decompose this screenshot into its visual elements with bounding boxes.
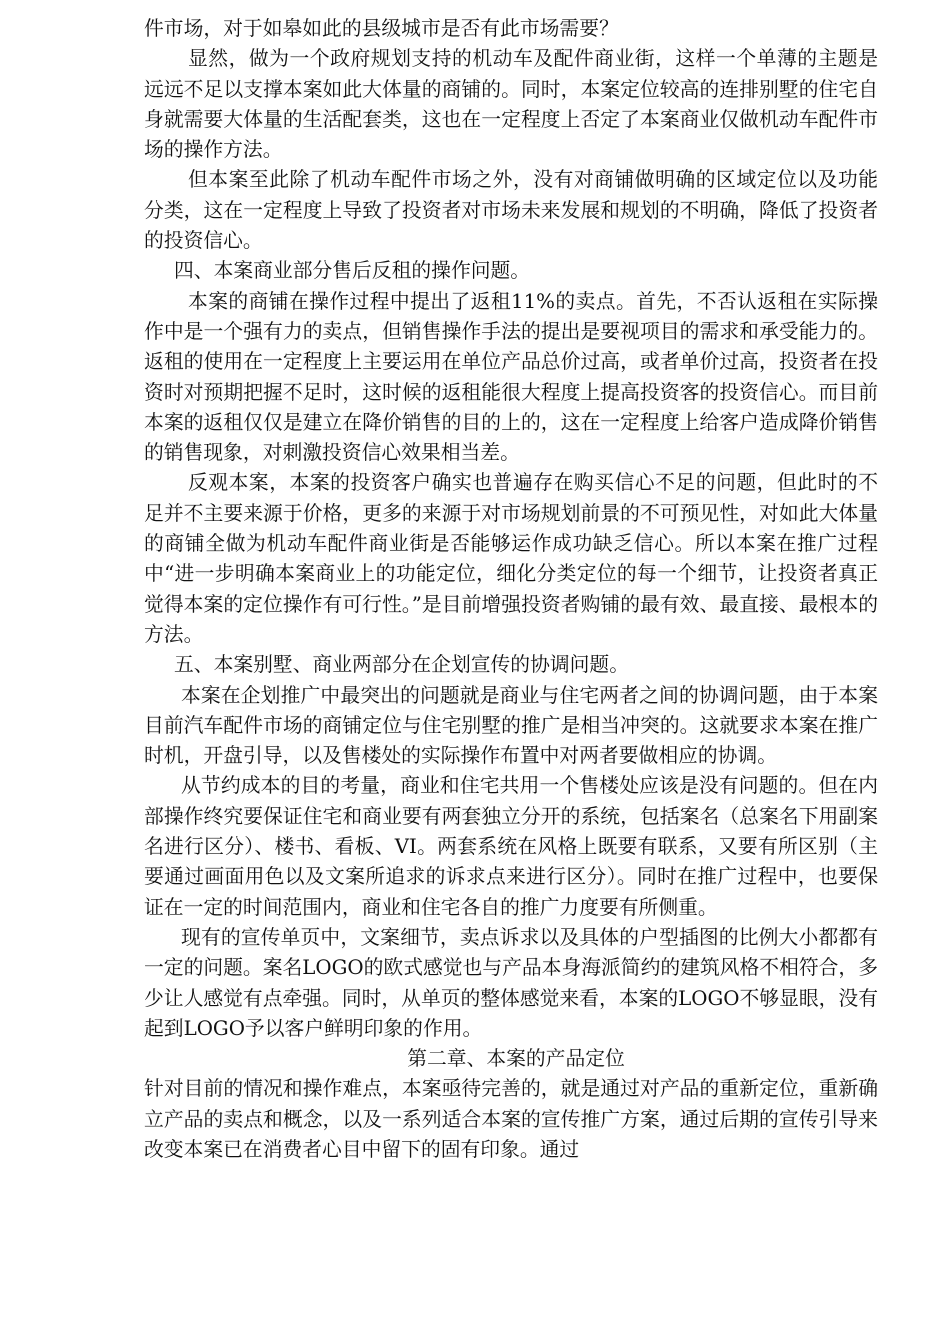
paragraph-repositioning: 针对目前的情况和操作难点，本案亟待完善的，就是通过对产品的重新定位，重新确立产品的卖点和概念，以及一系列适合本案的宣传推广方案，通过后期的宣传引导来改变本案已在消费者心目中留下的固有印象。通过 [144,1077,878,1161]
paragraph-flyer-issues: 现有的宣传单页中，文案细节，卖点诉求以及具体的户型插图的比例大小都都有一定的问题。案名LOGO的欧式感觉也与产品本身海派简约的建筑风格不相符合，多少让人感觉有点牵强。同时，从单页的整体感觉来看，本案的LOGO不够显眼，没有起到LOGO予以客户鲜明印象的作用。 [144,925,878,1040]
section-heading-four: 四、本案商业部分售后反租的操作问题。 [174,259,531,283]
paragraph-investor-confidence: 反观本案，本案的投资客户确实也普遍存在购买信心不足的问题，但此时的不足并不主要来源于价格，更多的来源于对市场规划前景的不可预见性，对如此大体量的商铺全做为机动车配件商业街是否能够运作成功缺乏信心。所以本案在推广过程中“进一步明确本案商业上的功能定位，细化分类定位的每一个细节，让投资者真正觉得本案的定位操作有可行性。”是目前增强投资者购铺的最有效、最直接、最根本的方法。 [144,471,878,646]
paragraph-leaseback: 本案的商铺在操作过程中提出了返租11%的卖点。首先，不否认返租在实际操作中是一个强有力的卖点，但销售操作手法的提出是要视项目的需求和承受能力的。返租的使用在一定程度上主要运用在单位产品总价过高，或者单价过高，投资者在投资时对预期把握不足时，这时候的返租能很大程度上提高投资客的投资信心。而目前本案的返租仅仅是建立在降价销售的目的上的，这在一定程度上给客户造成降价销售的销售现象，对刺激投资信心效果相当差。 [144,289,878,465]
document-page [144,14,878,1165]
paragraph-sales-office: 从节约成本的目的考量，商业和住宅共用一个售楼处应该是没有问题的。但在内部操作终究要保证住宅和商业要有两套独立分开的系统，包括案名（总案名下用副案名进行区分）、楼书、看板、VI。两套系统在风格上既要有联系，又要有所区别（主要通过画面用色以及文案所追求的诉求点来进行区分）。同时在推广过程中，也要保证在一定的时间范围内，商业和住宅各自的推广力度要有所侧重。 [144,774,878,919]
chapter-heading: 第二章、本案的产品定位 [407,1047,625,1071]
paragraph-theme-insufficient: 显然，做为一个政府规划支持的机动车及配件商业街，这样一个单薄的主题是远远不足以支撑本案如此大体量的商铺的。同时，本案定位较高的连排别墅的住宅自身就需要大体量的生活配套类，这也在一定程度上否定了本案商业仅做机动车配件市场的操作方法。 [144,47,878,162]
paragraph-positioning-unclear: 但本案至此除了机动车配件市场之外，没有对商铺做明确的区域定位以及功能分类，这在一定程度上导致了投资者对市场未来发展和规划的不明确，降低了投资者的投资信心。 [144,168,878,253]
paragraph-coordination: 本案在企划推广中最突出的问题就是商业与住宅两者之间的协调问题，由于本案目前汽车配件市场的商铺定位与住宅别墅的推广是相当冲突的。这就要求本案在推广时机，开盘引导，以及售楼处的实际操作布置中对两者要做相应的协调。 [144,683,878,768]
paragraph-continuation: 件市场，对于如皋如此的县级城市是否有此市场需要？ [144,17,619,40]
section-heading-five: 五、本案别墅、商业两部分在企划宣传的协调问题。 [174,653,629,677]
